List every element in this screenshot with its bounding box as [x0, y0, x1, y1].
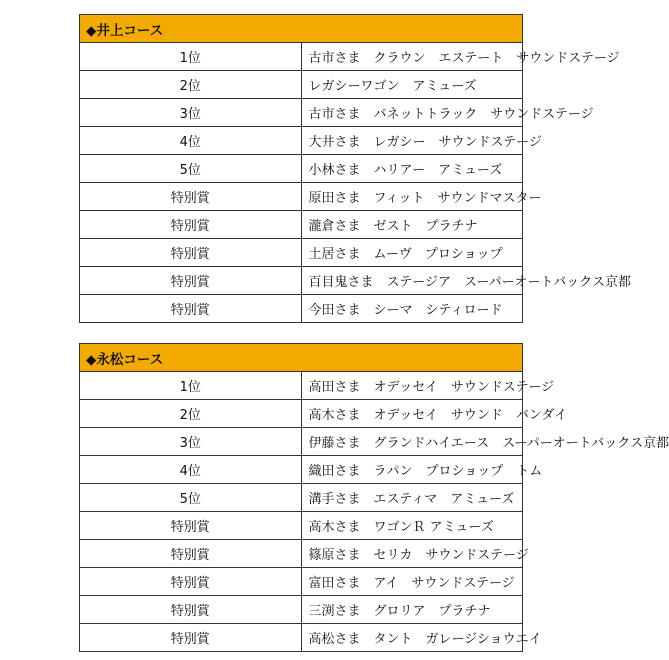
- entry-cell: 原田さま フィット サウンドマスター: [301, 183, 523, 211]
- table-row: [80, 372, 523, 400]
- rank-cell: 特別賞: [80, 183, 302, 211]
- table-row: [80, 512, 523, 540]
- entry-cell: 古市さま クラウン エステート サウンドステージ: [301, 43, 523, 71]
- rank-cell: 特別賞: [80, 512, 302, 540]
- entry-cell: 織田さま ラパン プロショップ トム: [301, 456, 523, 484]
- entry-cell: 古市さま バネットトラック サウンドステージ: [301, 99, 523, 127]
- table-row: [80, 596, 523, 624]
- results-table-inoue: [79, 14, 632, 323]
- rank-cell: 3位: [80, 99, 302, 127]
- rank-cell: 1位: [80, 372, 302, 400]
- section-title: ◆井上コース: [80, 15, 523, 43]
- table-row: [80, 127, 523, 155]
- rank-cell: 1位: [80, 43, 302, 71]
- table-header-row: [80, 15, 523, 43]
- entry-cell: 土居さま ムーヴ プロショップ: [301, 239, 523, 267]
- rank-cell: 特別賞: [80, 568, 302, 596]
- rank-cell: 2位: [80, 71, 302, 99]
- rank-cell: 特別賞: [80, 624, 302, 652]
- rank-cell: 2位: [80, 400, 302, 428]
- entry-cell: 三渕さま グロリア プラチナ: [301, 596, 523, 624]
- entry-cell: 瀧倉さま ゼスト プラチナ: [301, 211, 523, 239]
- table-row: [80, 183, 523, 211]
- entry-cell: 小林さま ハリアー アミューズ: [301, 155, 523, 183]
- rank-cell: 3位: [80, 428, 302, 456]
- rank-cell: 特別賞: [80, 267, 302, 295]
- table-body: [80, 15, 632, 323]
- entry-cell: 高木さま ワゴンＲ アミューズ: [301, 512, 523, 540]
- rank-cell: 特別賞: [80, 211, 302, 239]
- rank-cell: 4位: [80, 127, 302, 155]
- entry-cell: レガシーワゴン アミューズ: [301, 71, 523, 99]
- table-row: [80, 624, 523, 652]
- table-row: [80, 99, 523, 127]
- entry-cell: 大井さま レガシー サウンドステージ: [301, 127, 523, 155]
- table-row: [80, 484, 523, 512]
- rank-cell: 特別賞: [80, 239, 302, 267]
- table-row: [80, 267, 523, 295]
- table-row: [80, 43, 523, 71]
- table-row: [80, 239, 523, 267]
- rank-cell: 特別賞: [80, 540, 302, 568]
- table-row: [80, 456, 523, 484]
- section-title: ◆永松コース: [80, 344, 523, 372]
- entry-cell: 溝手さま エスティマ アミューズ: [301, 484, 523, 512]
- rank-cell: 4位: [80, 456, 302, 484]
- table-row: [80, 211, 523, 239]
- table-row: [80, 428, 523, 456]
- table-body: [80, 344, 669, 652]
- entry-cell: 高松さま タント ガレージショウエイ: [301, 624, 523, 652]
- rank-cell: 特別賞: [80, 295, 302, 323]
- entry-cell: 伊藤さま グランドハイエース スーパーオートバックス京都: [301, 428, 523, 456]
- table-header-row: [80, 344, 523, 372]
- table-row: [80, 71, 523, 99]
- table-row: [80, 568, 523, 596]
- entry-cell: 今田さま シーマ シティロード: [301, 295, 523, 323]
- entry-cell: 富田さま アイ サウンドステージ: [301, 568, 523, 596]
- table-row: [80, 295, 523, 323]
- rank-cell: 5位: [80, 484, 302, 512]
- table-row: [80, 400, 523, 428]
- rank-cell: 特別賞: [80, 596, 302, 624]
- entry-cell: 百目鬼さま ステージア スーパーオートバックス京都: [301, 267, 523, 295]
- table-row: [80, 540, 523, 568]
- entry-cell: 高田さま オデッセイ サウンドステージ: [301, 372, 523, 400]
- table-row: [80, 155, 523, 183]
- entry-cell: 高木さま オデッセイ サウンド バンダイ: [301, 400, 523, 428]
- rank-cell: 5位: [80, 155, 302, 183]
- results-table-nagamatsu: [79, 343, 669, 652]
- entry-cell: 篠原さま セリカ サウンドステージ: [301, 540, 523, 568]
